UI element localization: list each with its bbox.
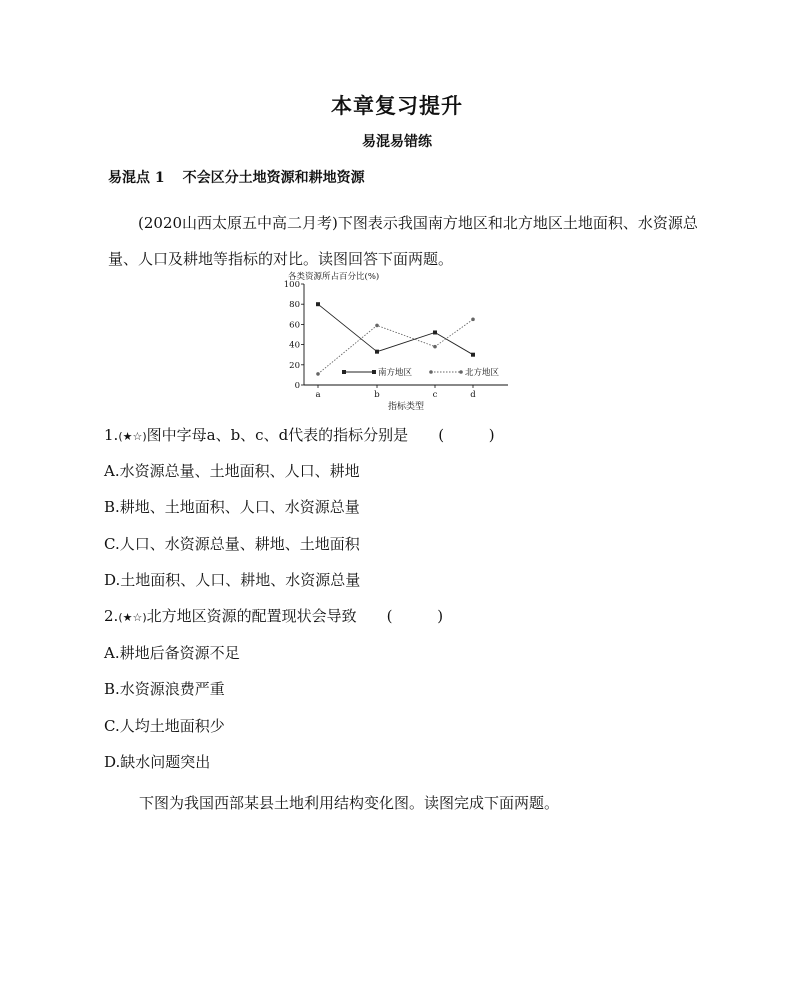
q1-option-c: C.人口、水资源总量、耕地、土地面积 [104, 535, 360, 553]
data-point [471, 318, 475, 322]
difficulty-star-icon: (★☆) [118, 430, 147, 443]
answer-blank: ( ) [386, 607, 464, 625]
series-line-1 [318, 304, 473, 355]
data-point [471, 353, 475, 357]
legend-label: 北方地区 [465, 368, 500, 378]
y-tick-label: 80 [289, 300, 300, 311]
question-2-number: 2. [104, 607, 119, 625]
data-point [375, 324, 379, 328]
section-text: 不会区分土地资源和耕地资源 [182, 170, 365, 186]
answer-blank: ( ) [438, 426, 515, 444]
data-point [316, 302, 320, 306]
q1-option-a: A.水资源总量、土地面积、人口、耕地 [104, 462, 360, 480]
legend-marker [459, 370, 463, 374]
data-point [375, 350, 379, 354]
section-subtitle: 易混易错练 [362, 134, 432, 150]
y-tick-label: 20 [289, 360, 300, 371]
series-line-2 [318, 319, 473, 374]
q2-option-c: C.人均土地面积少 [104, 717, 225, 735]
legend-marker [429, 370, 433, 374]
question-2-text: 北方地区资源的配置现状会导致 [146, 607, 357, 625]
question-1 [104, 424, 515, 445]
y-tick-label: 0 [294, 381, 300, 391]
q2-option-a: A.耕地后备资源不足 [104, 644, 240, 662]
q2-option-d: D.缺水问题突出 [104, 753, 211, 771]
legend-label: 南方地区 [378, 368, 413, 378]
y-tick-label: 60 [289, 320, 300, 331]
question-1-text: 图中字母a、b、c、d代表的指标分别是 [146, 426, 409, 444]
section-number: 易混点 1 [108, 170, 165, 186]
data-point [316, 372, 320, 376]
question-1-number: 1. [104, 426, 119, 444]
line-chart [282, 268, 522, 418]
y-tick-label: 40 [289, 340, 300, 351]
legend-marker [372, 370, 376, 374]
page-title: 本章复习提升 [331, 93, 463, 118]
x-tick-label: d [470, 390, 476, 400]
q1-option-d: D.土地面积、人口、耕地、水资源总量 [104, 571, 361, 589]
y-tick-label: 100 [283, 280, 300, 290]
data-point [433, 330, 437, 334]
q1-option-b: B.耕地、土地面积、人口、水资源总量 [104, 498, 360, 516]
question-2 [104, 605, 463, 626]
x-tick-label: c [432, 390, 438, 400]
x-axis-label: 指标类型 [387, 402, 425, 412]
intro-paragraph: (2020山西太原五中高二月考)下图表示我国南方地区和北方地区土地面积、水资源总量、人口及耕地等指标的对比。读图回答下面两题。 [108, 214, 698, 268]
outro-paragraph: 下图为我国西部某县土地利用结构变化图。读图完成下面两题。 [139, 794, 560, 812]
x-tick-label: b [374, 390, 380, 400]
difficulty-star-icon: (★☆) [118, 611, 147, 624]
section-heading [108, 167, 365, 187]
data-point [433, 345, 437, 349]
x-tick-label: a [315, 390, 321, 400]
y-axis-label: 各类资源所占百分比(%) [288, 272, 380, 282]
q2-option-b: B.水资源浪费严重 [104, 680, 225, 698]
legend-marker [342, 370, 346, 374]
